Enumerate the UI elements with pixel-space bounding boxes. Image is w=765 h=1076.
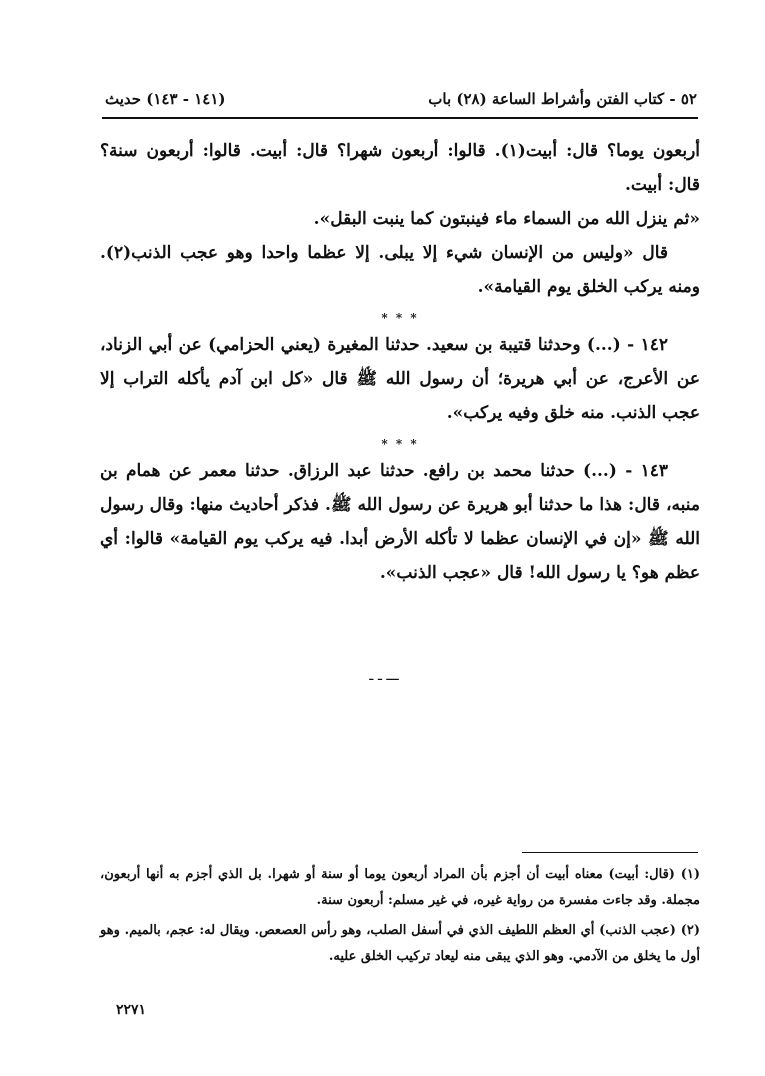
running-header [105,84,697,114]
header-hadith-range: (١٤١ - ١٤٣) حديث [105,90,226,108]
paragraph-bone: قال «وليس من الإنسان شيء إلا يبلى. إلا عظما واحدا وهو عجب الذنب(٢). ومنه يركب الخلق يوم القيامة». [100,243,700,297]
footnotes [100,862,700,974]
page-number: ٢٢٧١ [116,1002,147,1018]
footnote-divider [522,852,698,853]
hadith-142: ١٤٢ - (...) وحدثنا قتيبة بن سعيد. حدثنا المغيرة (يعني الحزامي) عن أبي الزناد، عن الأعرج، عن أبي هريرة؛ أن رسول الله ﷺ قال «كل ابن آدم يأكله التراب إلا عجب الذنب. منه خلق وفيه يركب». [100,335,700,423]
header-divider [102,117,698,119]
end-mark: ـــ ـ ـ [369,668,399,684]
paragraph-quote: «ثم ينزل الله من السماء ماء فينبتون كما ينبت البقل». [313,209,700,229]
header-book-chapter: ٥٢ - كتاب الفتن وأشراط الساعة (٢٨) باب [428,90,697,108]
main-text [100,134,700,590]
section-separator: * * * [381,311,419,325]
section-separator: * * * [381,437,419,451]
footnote-2: (٢) (عجب الذنب) أي العظم اللطيف الذي في أسفل الصلب، وهو رأس العصعص. ويقال له: عجم، بالميم. وهو أول ما يخلق من الآدمي. وهو الذي يبقى منه ليعاد تركيب الخلق عليه. [100,923,700,964]
hadith-143: ١٤٣ - (...) حدثنا محمد بن رافع. حدثنا عبد الرزاق. حدثنا معمر عن همام بن منبه، قال: هذا ما حدثنا أبو هريرة عن رسول الله ﷺ. فذكر أحاديث منها: وقال رسول الله ﷺ «إن في الإنسان عظما لا تأكله الأرض أبدا. فيه يركب يوم القيامة» قالوا: أي عظم هو؟ يا رسول الله! قال «عجب الذنب». [100,461,700,583]
footnote-1: (١) (قال: أبيت) معناه أبيت أن أجزم بأن المراد أربعون يوما أو سنة أو شهرا. بل الذي أجزم به أنها أربعون، مجملة. وقد جاءت مفسرة من رواية غيره، في غير مسلم: أربعون سنة. [100,867,700,908]
paragraph-continuation: أربعون يوما؟ قال: أبيت(١). قالوا: أربعون شهرا؟ قال: أبيت. قالوا: أربعون سنة؟ قال: أبيت. [100,141,701,195]
